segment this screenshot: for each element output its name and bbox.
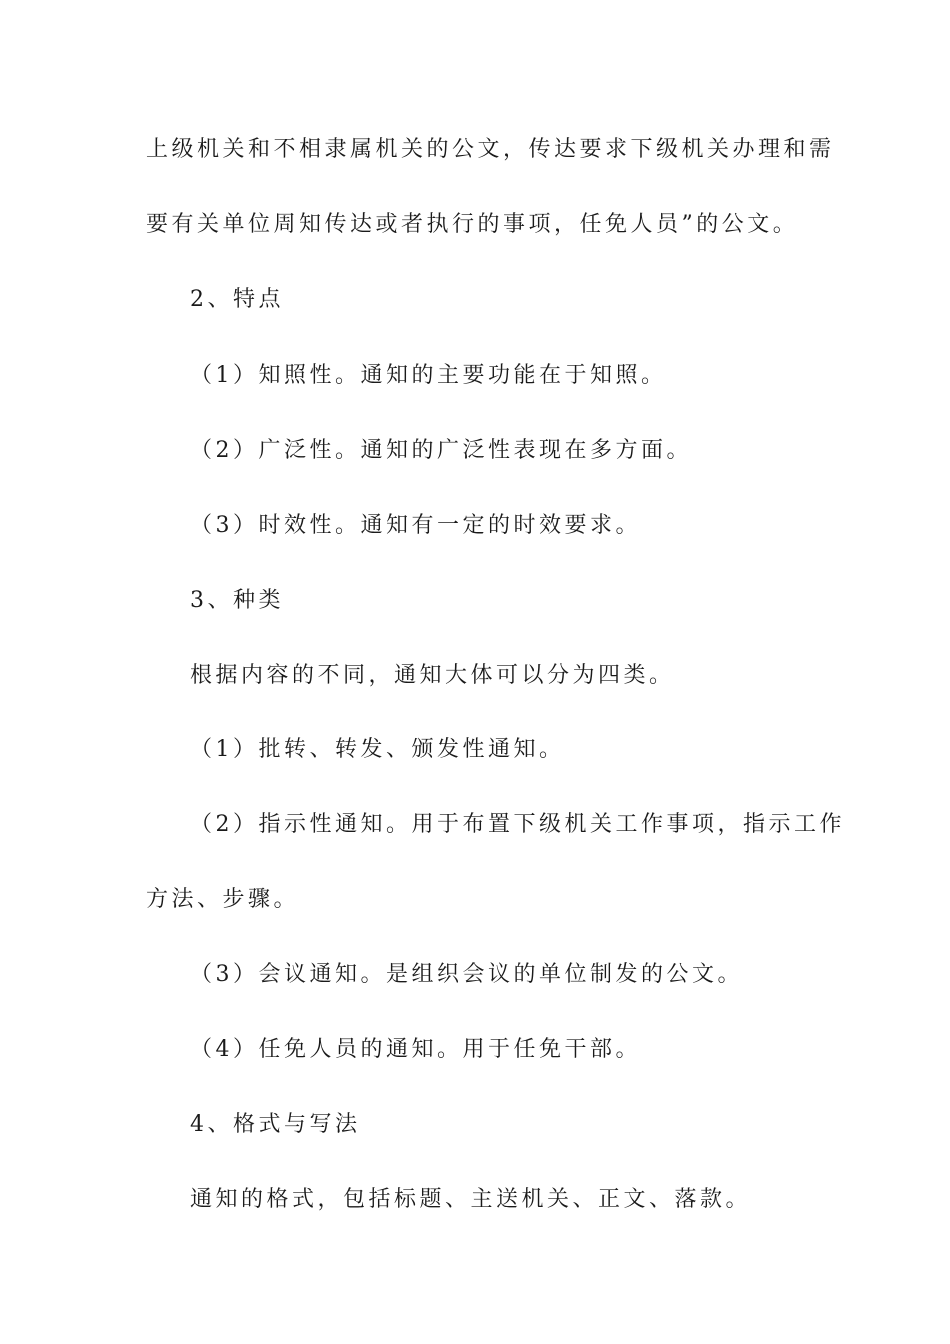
paragraph-types-intro: 根据内容的不同，通知大体可以分为四类。 [190, 663, 675, 688]
list-item-feature-3: （3）时效性。通知有一定的时效要求。 [190, 513, 641, 538]
list-item-type-4: （4）任免人员的通知。用于任免干部。 [190, 1037, 641, 1062]
section-heading-features: 2、特点 [190, 287, 284, 312]
list-item-type-1: （1）批转、转发、颁发性通知。 [190, 737, 565, 762]
list-item-feature-2: （2）广泛性。通知的广泛性表现在多方面。 [190, 438, 692, 463]
section-heading-types: 3、种类 [190, 588, 284, 613]
paragraph-continuation-line: 要有关单位周知传达或者执行的事项，任免人员”的公文。 [146, 212, 799, 237]
list-item-type-2: （2）指示性通知。用于布置下级机关工作事项，指示工作 [190, 812, 845, 837]
list-item-type-2-continuation: 方法、步骤。 [146, 887, 300, 912]
paragraph-format: 通知的格式，包括标题、主送机关、正文、落款。 [190, 1187, 752, 1212]
paragraph-continuation-line: 上级机关和不相隶属机关的公文，传达要求下级机关办理和需 [146, 137, 835, 162]
section-heading-format: 4、格式与写法 [190, 1112, 361, 1137]
list-item-type-3: （3）会议通知。是组织会议的单位制发的公文。 [190, 962, 743, 987]
list-item-feature-1: （1）知照性。通知的主要功能在于知照。 [190, 363, 667, 388]
